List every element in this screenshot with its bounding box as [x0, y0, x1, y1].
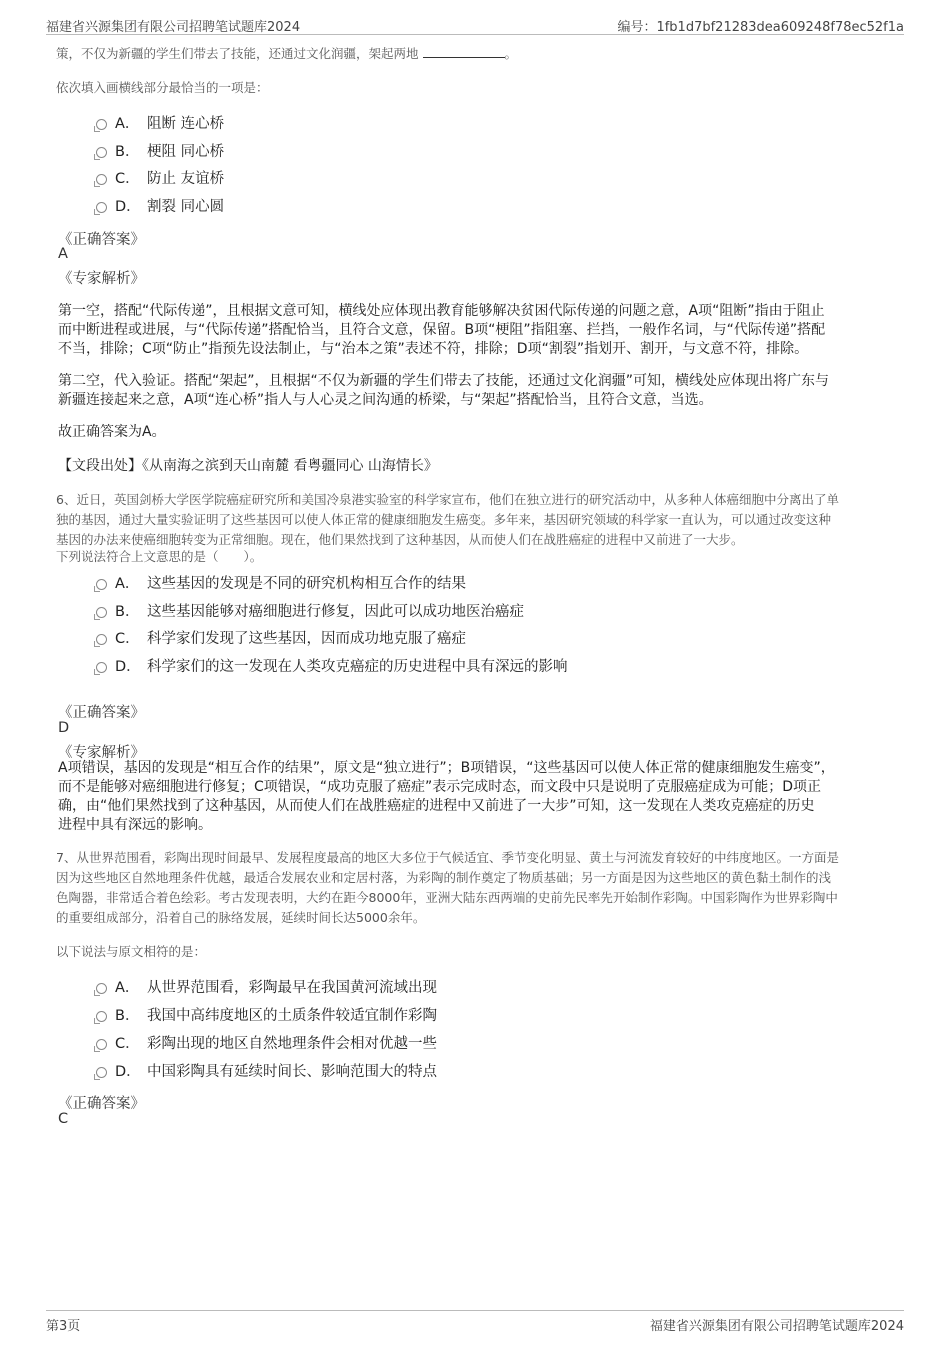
q5-analysis-label: 《专家解析》 — [58, 271, 145, 287]
q7-option-c[interactable]: C． 彩陶出现的地区自然地理条件会相对优越一些 — [96, 1034, 437, 1054]
q5-stem: 策，不仅为新疆的学生们带去了技能，还通过文化润疆，架起两地 。 — [56, 46, 518, 61]
header-title: 福建省兴源集团有限公司招聘笔试题库2024 — [46, 20, 301, 35]
q7-option-a[interactable]: A． 从世界范围看，彩陶最早在我国黄河流域出现 — [96, 978, 437, 998]
radio-icon[interactable] — [96, 607, 107, 618]
q5-answer-label: 《正确答案》 — [58, 232, 145, 248]
q6-option-d[interactable]: D． 科学家们的这一发现在人类攻克癌症的历史进程中具有深远的影响 — [96, 657, 568, 677]
q5-option-d[interactable]: D． 割裂 同心圆 — [96, 197, 224, 217]
radio-icon[interactable] — [96, 1067, 107, 1078]
q6-analysis-label: 《专家解析》 — [58, 745, 145, 761]
q5-option-c[interactable]: C． 防止 友谊桥 — [96, 169, 224, 189]
radio-icon[interactable] — [96, 1039, 107, 1050]
q7-answer: C — [58, 1111, 69, 1127]
q5-prompt: 依次填入画横线部分最恰当的一项是： — [56, 80, 269, 95]
q6-option-a[interactable]: A． 这些基因的发现是不同的研究机构相互合作的结果 — [96, 574, 466, 594]
q5-answer: A — [58, 246, 68, 262]
q5-option-a[interactable]: A． 阻断 连心桥 — [96, 114, 224, 134]
fill-blank — [423, 45, 505, 58]
q6-answer-label: 《正确答案》 — [58, 705, 145, 721]
q5-conclusion: 故正确答案为A。 — [58, 424, 166, 440]
q7-option-b[interactable]: B． 我国中高纬度地区的土质条件较适宜制作彩陶 — [96, 1006, 437, 1026]
radio-icon[interactable] — [96, 174, 107, 185]
q6-stem: 6、近日，英国剑桥大学医学院癌症研究所和美国冷泉港实验室的科学家宣布，他们在独立进行的研究活动中，从多种人体癌细胞中分离出了单 独的基因，通过大量实验证明了这些基因可以使人体正常的健康细胞发生癌变。多年来，基因研究领域的科学家一直认为，可以通过改变这种 基因的办法来使癌细胞转变为正常细胞。现在，他们果然找到了这种基因，从而使人们在战胜癌症的进程中又前进了一大步。 下列说法符合上文意思的是（ ）。 — [56, 492, 839, 564]
q5-analysis-p2: 第二空，代入验证。搭配“架起”，且根据“不仅为新疆的学生们带去了技能，还通过文化润疆”可知，横线处应体现出将广东与 新疆连接起来之意，A项“连心桥”指人与人心灵之间沟通的桥梁，与“架起”搭配恰当，且符合文意，当选。 — [58, 373, 830, 408]
radio-icon[interactable] — [96, 579, 107, 590]
radio-icon[interactable] — [96, 119, 107, 130]
radio-icon[interactable] — [96, 983, 107, 994]
q6-option-c[interactable]: C． 科学家们发现了这些基因，因而成功地克服了癌症 — [96, 629, 466, 649]
q5-source: 【文段出处】《从南海之滨到天山南麓 看粤疆同心 山海情长》 — [58, 458, 438, 474]
radio-icon[interactable] — [96, 147, 107, 158]
page-number: 第3页 — [46, 1319, 81, 1334]
radio-icon[interactable] — [96, 662, 107, 673]
q7-stem: 7、从世界范围看，彩陶出现时间最早、发展程度最高的地区大多位于气候适宜、季节变化明显、黄土与河流发育较好的中纬度地区。一方面是 因为这些地区自然地理条件优越，最适合发展农业和定居村落，为彩陶的制作奠定了物质基础；另一方面是因为这些地区的黄色黏土制作的浅 色陶器，非常适合着色绘彩。考古发现表明，大约在距今8000年，亚洲大陆东西两端的史前先民率先开始制作彩陶。中国彩陶作为世界彩陶中 的重要组成部分，沿着自己的脉络发展，延续时间长达5000余年。 — [56, 850, 839, 925]
q7-prompt: 以下说法与原文相符的是： — [56, 944, 207, 959]
q5-option-b[interactable]: B． 梗阻 同心桥 — [96, 142, 224, 162]
radio-icon[interactable] — [96, 1011, 107, 1022]
q6-analysis: A项错误，基因的发现是“相互合作的结果”，原文是“独立进行”；B项错误，“这些基因可以使人体正常的健康细胞发生癌变”， 而不是能够对癌细胞进行修复；C项错误，“成功克服了癌症”表示完成时态，而文段中只是说明了克服癌症成为可能；D项正 确，由“他们果然找到了这种基因，从而使人们在战胜癌症的进程中又前进了一大步”可知，这一发现在人类攻克癌症的历史 进程中具有深远的影响。 — [58, 760, 835, 833]
radio-icon[interactable] — [96, 634, 107, 645]
q5-analysis-p1: 第一空，搭配“代际传递”，且根据文意可知，横线处应体现出教育能够解决贫困代际传递的问题之意，A项“阻断”指由于阻止 而中断进程或进展，与“代际传递”搭配恰当，且符合文意，保留。B项“梗阻”指阻塞、拦挡，一般作名词，与“代际传递”搭配 不当，排除；C项“防止”指预先设法制止，与“治本之策”表述不符，排除；D项“割裂”指划开、割开，与文意不符，排除。 — [58, 303, 826, 357]
footer-title: 福建省兴源集团有限公司招聘笔试题库2024 — [649, 1319, 904, 1334]
q7-answer-label: 《正确答案》 — [58, 1096, 145, 1112]
q6-answer: D — [58, 720, 70, 736]
q6-option-b[interactable]: B． 这些基因能够对癌细胞进行修复，因此可以成功地医治癌症 — [96, 602, 524, 622]
radio-icon[interactable] — [96, 202, 107, 213]
q7-option-d[interactable]: D． 中国彩陶具有延续时间长、影响范围大的特点 — [96, 1062, 437, 1082]
page-header — [46, 14, 904, 35]
page-footer — [46, 1310, 904, 1335]
document-id: 编号：1fb1d7bf21283dea609248f78ec52f1a — [617, 20, 904, 35]
